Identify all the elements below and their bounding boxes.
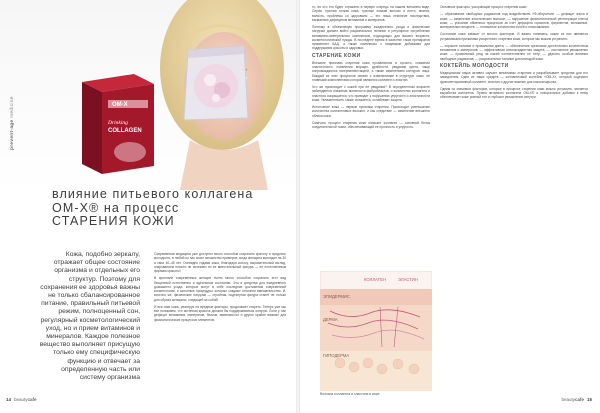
article-lede: Кожа, подобно зеркалу, отражает общее состояние организма и отдельных его структур. Поэтому для сохранения ее здоровья важны не только сбалансированное питание, правильный питьевой режим, полноценный сон, регулярный косметологический уход, но и прием витаминов и минералов. Каждое полезное вещество выполняет присущую только ему специфическую функцию и отвечает за определенную часть или систему организма: [39, 251, 140, 382]
figure-label-hypoderma: ГИПОДЕРМА: [323, 353, 350, 358]
figure-caption: Волокна коллагена и эластина в коже: [320, 392, 380, 396]
right-body-column-1: [312, 5, 430, 132]
footer-brand: beauty: [561, 397, 575, 402]
body-paragraph: Поэтому в объективную программу ежедневного ухода и физические нагрузки должно войти рациональное питание и регулярное потребление витаминно-минеральных комплексов, подходящих для вашего возраста, косметологической нужды. В последнее время в качестве таких препаратов применяют БАД, а также комплексы с пищевыми добавками для поддержания красоты и здоровья.: [312, 25, 430, 51]
left-page: [0, 0, 296, 413]
headline-line-3: СТАРЕНИЯ КОЖИ: [52, 214, 175, 228]
body-paragraph: Медицинская наука активно изучает механизмы старения и разрабатывает средства для его замедления. Одно из таких средств — коллагеновый коктейль «ОМ-X», который содержит фрагментированный коллаген, эластин и другие важные для кожи вещества.: [440, 71, 588, 84]
figure-label-elastin: ЭЛАСТИН: [398, 277, 418, 282]
section-heading-aging: СТАРЕНИЕ КОЖИ: [312, 52, 361, 59]
page-number: 14: [6, 397, 12, 402]
footer-brand-2: cafe: [574, 397, 584, 402]
body-paragraph: И все-таки кожа, реагируя на вредные факторы, продолжает стареть. Теперь уже мы все понимаем, что истинная красота должна бы поддерживаться изнутри. Если у нас дефицит витаминов, минералов, белков, аминокислот и других крайне важных для физиологических процессов элементов,: [154, 304, 286, 322]
headline-line-1: влияние питьевого коллагена: [52, 187, 254, 201]
figure-label-epidermis: ЭПИДЕРМИС: [323, 294, 350, 299]
hero-photo: [0, 0, 296, 190]
skin-layers-figure: [320, 271, 432, 391]
body-paragraph: В арсенале современных женщин очень много способов сохранить этот вид бесценный естественно и идеальном состоянии. Это и средства для ежедневного домашнего ухода, которые могут в себе последние достижения современной косметологии, и салонные процедуры, которые создают отличное вмешательство. И, конечно же, физические нагрузки — стройная, подтянутая фигура станет не только для образа женщины, следящей за собой!: [154, 276, 286, 302]
body-paragraph: Смягчить процесс старения кожи поможет коллаген — основной белок соединительной ткани, обеспечивающий ее прочность и упругость.: [312, 120, 430, 129]
body-paragraph: то, во что это будет отражено в первую очередь на нашем внешнем виде. Серая, тусклая тонкая кожа, тусклые ломкие волосы и ногти, апатия, вялость, проблемы со здоровьем — это лишь немногие последствия, вызванные дефицитом витаминов и минералов.: [312, 5, 430, 22]
left-body-column: [154, 252, 286, 325]
factor-list: — образование свободных радикалов под воздействием УФ-облучения; — дефицит азота в коже; — изменение эластических волокон; — нарушение физиологической регенерации клеток кожи; — угасание обменных процессов за счет дефицита гормонов, ферментов, витаминов, минеральных веществ; — понижение количества солей и гликозаминов.: [440, 12, 588, 29]
footer-brand-2: cafe: [27, 397, 37, 402]
footer-brand: beauty: [14, 397, 28, 402]
box-line2-text: COLLAGEN: [108, 128, 142, 134]
collagen-product-box: [82, 70, 154, 174]
section-label: prevent-age medicine: [10, 96, 15, 150]
headline-line-2: OM-X® на процесс: [52, 200, 180, 215]
body-paragraph: Что же происходит с кожей при ее увядании? В определенном возрасте наблюдается снижение активности фибробластов, и количество коллагена и эластина сокращается, что приводит к нарушению упругости и эластичности кожи. Увлажненность также снижается, ослабевает защита.: [312, 85, 430, 102]
figure-label-collagen: КОЛЛАГЕН: [364, 277, 386, 282]
body-paragraph: Одним из значимых факторов, которые в процессе старения кожи можно устранить, является выработка коллагена. Прием питьевого коллагена OM-X® и специальных добавок к нему обеспечивает коже ровный тон и глубокое увлажнение изнутри.: [440, 86, 588, 100]
body-paragraph: Истончение кожи — первые признаки старения. Происходит уменьшение количества коллагеновых волокон, и как следствие — изменение внешнего облика кожи.: [312, 105, 430, 118]
right-body-column-2: [440, 5, 588, 103]
section-label-rest: medicine: [10, 96, 15, 118]
body-paragraph: Основные факторы, ускоряющие процесс старения кожи:: [440, 5, 528, 9]
figure-label-derma: ДЕРМА: [323, 317, 338, 322]
body-paragraph: Состояние кожи зависит от многих факторов. И важно понимать, какие из них являются устранимыми причинами ускоренного старения кожи, которые мы можем устранить:: [440, 32, 588, 41]
page-number: 15: [586, 397, 592, 402]
right-footer: [561, 397, 592, 402]
box-brand-text: OM-X: [112, 102, 128, 108]
body-paragraph: Внешние признаки старения кожи проявляются в сухости, снижении эластичности, появлении морщин, дряблости, увядании цвета, чаще сопровождаются гиперпигментацией, а также изменением контуров лица. Каждый из этих процессов связан с изменениями в структуре кожи, ее главными компонентами которой являются коллаген и эластин.: [312, 60, 430, 82]
box-line1-text: Drinking: [108, 120, 128, 126]
article-headline: [52, 188, 288, 229]
section-heading-cocktail: КОКТЕЙЛЬ МОЛОДОСТИ: [440, 62, 509, 69]
body-paragraph: Современная медицина уже доступно много способов сохранить красоту и продлить молодость, в любой из нас знает множество примеров, когда женщина выглядит на 30 а свои 40–45 лет. Очевидно годами кожа, благодаря колосу, выразительный взгляд, очарованием юности не исчезают из ее вместительный фигура — ее естественным формам красоты!: [154, 252, 286, 273]
collagen-pouch-image: [180, 40, 252, 122]
care-list: — хорошее питание и правильная диета; — обеспечение организма достаточным количеством витаминов и минералов; — эффективная антиоксидантная защита; — постоянное увлажнение кожи; — правильный уход за кожей соответственно ее типу; — удалить особые влияния свободных радикалов; — рациональное питание для молодой кожи.: [440, 43, 588, 61]
left-footer: [6, 397, 37, 402]
